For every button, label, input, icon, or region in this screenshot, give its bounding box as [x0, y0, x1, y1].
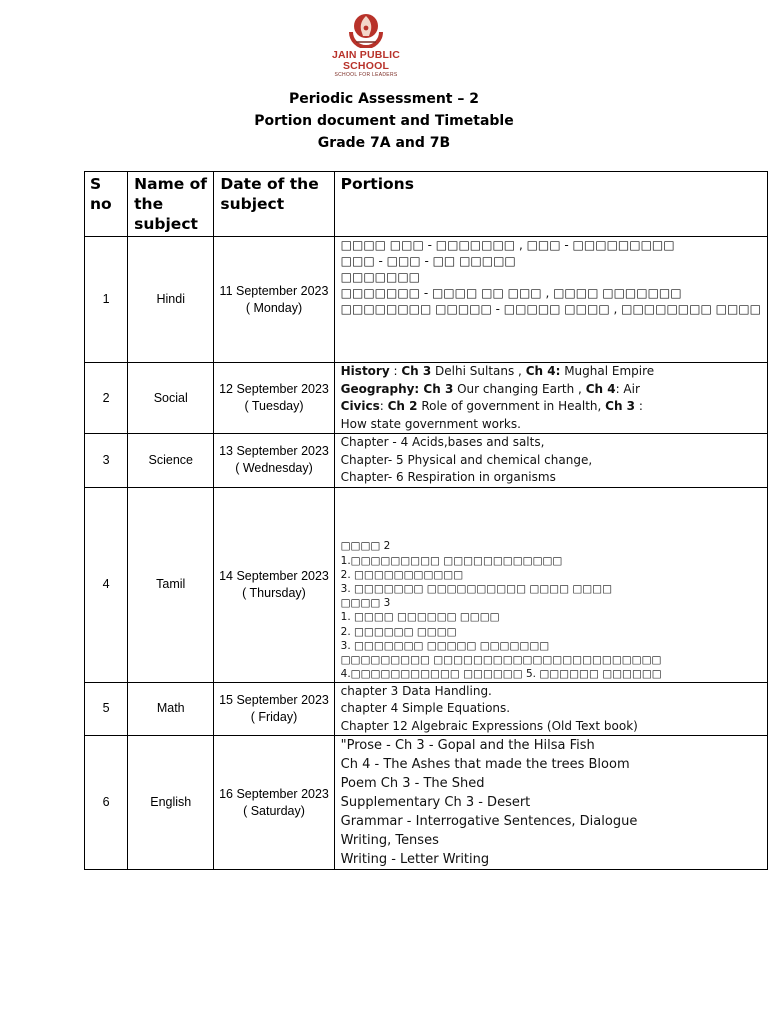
row-portions: [334, 237, 767, 363]
table-row: [85, 736, 768, 870]
school-emblem-icon: [347, 10, 385, 48]
portion-line: □□□□□□□□ □□□□□ - □□□□□ □□□□ , □□□□□□□□ □□□□: [340, 302, 761, 316]
col-header-subject: Name of the subject: [128, 172, 214, 237]
col-header-portions: Portions: [334, 172, 767, 237]
date-text: 13 September 2023: [219, 444, 329, 459]
portion-line: 3. □□□□□□□ □□□□□ □□□□□□□: [340, 639, 550, 652]
history-label: History: [340, 364, 390, 378]
row-portions: [334, 736, 767, 870]
date-text: 12 September 2023: [219, 382, 329, 396]
day-text: ( Saturday): [243, 803, 305, 818]
col-header-sno: S no: [85, 172, 128, 237]
date-text: 16 September 2023: [219, 786, 329, 801]
row-subject: Math: [128, 682, 214, 736]
date-text: 15 September 2023: [219, 692, 329, 707]
portion-line: □□□□ 2: [340, 540, 391, 553]
row-subject: Tamil: [128, 487, 214, 682]
row-subject: English: [128, 736, 214, 870]
row-portions: [334, 682, 767, 736]
portion-line: 1. □□□□ □□□□□□ □□□□: [340, 611, 500, 624]
civics-chapter-b: Ch 3: [605, 399, 636, 413]
portion-line: 2. □□□□□□ □□□□: [340, 625, 457, 638]
portion-line: Chapter 12 Algebraic Expressions (Old Text book): [340, 718, 638, 733]
table-row: [85, 434, 768, 488]
portion-line: □□□ - □□□ - □□ □□□□□: [340, 254, 516, 268]
portion-line: □□□□□□□: [340, 270, 421, 284]
day-text: ( Monday): [245, 300, 303, 315]
portion-line: Grammar - Interrogative Sentences, Dialogue: [340, 814, 638, 829]
portion-line: 4.□□□□□□□□□□□ □□□□□□ 5. □□□□□□ □□□□□□: [340, 668, 662, 681]
geography-text-a: Our changing Earth ,: [453, 381, 586, 396]
table-row: [85, 237, 768, 363]
date-text: 11 September 2023: [219, 283, 329, 298]
portion-line: Supplementary Ch 3 - Desert: [340, 795, 531, 810]
row-portions: [334, 434, 767, 488]
portion-line: Chapter- 6 Respiration in organisms: [340, 470, 556, 484]
geography-chapter-b: Ch 4: [585, 381, 616, 396]
civics-text-a: Role of government in Health,: [417, 399, 606, 413]
row-subject: Social: [128, 363, 214, 434]
row-sno: 3: [85, 434, 128, 488]
row-sno: 4: [85, 487, 128, 682]
table-header-row: [85, 172, 768, 237]
history-text-a: Delhi Sultans ,: [431, 364, 526, 378]
row-date: [214, 363, 334, 434]
row-sno: 5: [85, 682, 128, 736]
day-text: ( Friday): [250, 709, 298, 724]
row-sno: 1: [85, 237, 128, 363]
portion-line: □□□□ □□□ - □□□□□□□ , □□□ - □□□□□□□□□: [340, 238, 675, 252]
portion-line: 3. □□□□□□□ □□□□□□□□□□ □□□□ □□□□: [340, 583, 613, 596]
portion-line: Writing - Letter Writing: [340, 852, 490, 867]
portion-line: Ch 4 - The Ashes that made the trees Bloom: [340, 757, 630, 772]
portion-line: chapter 3 Data Handling.: [340, 683, 492, 698]
timetable: [84, 171, 768, 870]
school-tagline: SCHOOL FOR LEADERS: [334, 72, 398, 78]
portion-line: □□□□ 3: [340, 597, 391, 610]
civics-line: Civics: Ch 2 Role of government in Health, Ch 3 :: [340, 399, 643, 413]
row-date: [214, 237, 334, 363]
portion-line: Chapter - 4 Acids,bases and salts,: [340, 435, 545, 449]
row-date: [214, 682, 334, 736]
portion-line: Writing, Tenses: [340, 833, 439, 848]
portion-line: 2. □□□□□□□□□□□: [340, 568, 464, 581]
civics-chapter-a: Ch 2: [387, 399, 418, 413]
row-portions: [334, 363, 767, 434]
civics-label: Civics: [340, 399, 380, 413]
portion-line: □□□□□□□ - □□□□ □□ □□□ , □□□□ □□□□□□□: [340, 286, 682, 300]
row-date: [214, 736, 334, 870]
grade-label: Grade 7A and 7B: [317, 135, 451, 151]
table-row: [85, 487, 768, 682]
portion-line: Chapter- 5 Physical and chemical change,: [340, 452, 593, 467]
table-row: [85, 363, 768, 434]
history-text-b: Mughal Empire: [560, 364, 655, 378]
history-chapter-b: Ch 4:: [525, 364, 561, 378]
geography-label: Geography: Ch 3: [340, 381, 454, 396]
document-subtitle: Portion document and Timetable: [254, 113, 514, 129]
history-line: History : Ch 3 Delhi Sultans , Ch 4: Mughal Empire: [340, 364, 655, 378]
day-text: ( Thursday): [242, 585, 306, 600]
school-name: JAIN PUBLIC SCHOOL: [331, 49, 401, 72]
row-sno: 6: [85, 736, 128, 870]
table-row: [85, 682, 768, 736]
geography-text-b: : Air: [615, 381, 640, 396]
col-header-date: Date of the subject: [214, 172, 334, 237]
row-sno: 2: [85, 363, 128, 434]
geography-line: [341, 381, 761, 399]
row-subject: Science: [128, 434, 214, 488]
portion-line: chapter 4 Simple Equations.: [340, 701, 511, 715]
history-chapter-a: Ch 3: [401, 364, 432, 378]
portion-line: □□□□□□□□□ □□□□□□□□□□□□□□□□□□□□□□□: [340, 654, 662, 667]
row-subject: Hindi: [128, 237, 214, 363]
day-text: ( Tuesday): [244, 399, 304, 413]
assessment-title: Periodic Assessment – 2: [289, 91, 479, 107]
portion-line: Poem Ch 3 - The Shed: [340, 776, 485, 791]
school-logo: [316, 10, 416, 78]
row-date: [214, 434, 334, 488]
row-date: [214, 487, 334, 682]
portion-line: 1.□□□□□□□□□ □□□□□□□□□□□□: [340, 554, 563, 567]
row-portions: [334, 487, 767, 682]
day-text: ( Wednesday): [235, 461, 313, 476]
portion-line: "Prose - Ch 3 - Gopal and the Hilsa Fish: [340, 738, 595, 753]
date-text: 14 September 2023: [219, 568, 329, 583]
civics-text-b: :: [635, 399, 643, 413]
civics-line-2: How state government works.: [340, 416, 521, 431]
